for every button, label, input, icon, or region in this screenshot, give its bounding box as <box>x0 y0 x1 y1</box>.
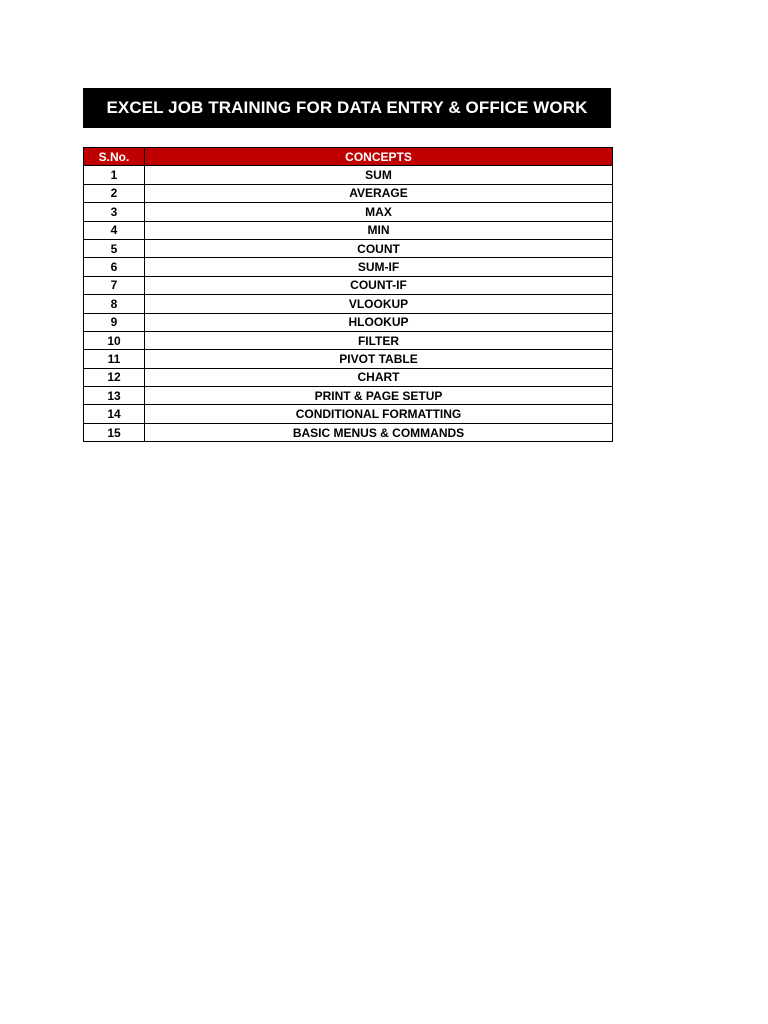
table-header-row <box>84 148 613 166</box>
sno-cell: 15 <box>84 423 145 441</box>
column-header-concepts: CONCEPTS <box>145 148 613 166</box>
table-row <box>84 258 613 276</box>
sno-cell: 7 <box>84 276 145 294</box>
concept-cell: HLOOKUP <box>145 313 613 331</box>
table-row <box>84 295 613 313</box>
sno-cell: 14 <box>84 405 145 423</box>
table-row <box>84 239 613 257</box>
sno-cell: 9 <box>84 313 145 331</box>
concept-cell: PIVOT TABLE <box>145 350 613 368</box>
sno-cell: 8 <box>84 295 145 313</box>
table-row <box>84 313 613 331</box>
concept-cell: CONDITIONAL FORMATTING <box>145 405 613 423</box>
sno-cell: 11 <box>84 350 145 368</box>
sno-cell: 12 <box>84 368 145 386</box>
sno-cell: 10 <box>84 331 145 349</box>
table-row <box>84 405 613 423</box>
table-row <box>84 368 613 386</box>
table-row <box>84 387 613 405</box>
page-title: EXCEL JOB TRAINING FOR DATA ENTRY & OFFICE WORK <box>83 88 611 128</box>
sno-cell: 3 <box>84 203 145 221</box>
concept-cell: MAX <box>145 203 613 221</box>
sno-cell: 2 <box>84 184 145 202</box>
table-row <box>84 423 613 441</box>
table-row <box>84 184 613 202</box>
concept-cell: AVERAGE <box>145 184 613 202</box>
concept-cell: SUM <box>145 166 613 184</box>
table-row <box>84 331 613 349</box>
sno-cell: 5 <box>84 239 145 257</box>
table-row <box>84 276 613 294</box>
table-row <box>84 203 613 221</box>
concept-cell: SUM-IF <box>145 258 613 276</box>
concept-cell: MIN <box>145 221 613 239</box>
concept-cell: PRINT & PAGE SETUP <box>145 387 613 405</box>
concept-cell: BASIC MENUS & COMMANDS <box>145 423 613 441</box>
concepts-table <box>83 147 613 442</box>
sno-cell: 4 <box>84 221 145 239</box>
concept-cell: FILTER <box>145 331 613 349</box>
column-header-sno: S.No. <box>84 148 145 166</box>
sno-cell: 6 <box>84 258 145 276</box>
table-row <box>84 221 613 239</box>
sno-cell: 1 <box>84 166 145 184</box>
table-row <box>84 350 613 368</box>
concept-cell: COUNT <box>145 239 613 257</box>
sno-cell: 13 <box>84 387 145 405</box>
concept-cell: CHART <box>145 368 613 386</box>
concept-cell: VLOOKUP <box>145 295 613 313</box>
concept-cell: COUNT-IF <box>145 276 613 294</box>
table-row <box>84 166 613 184</box>
